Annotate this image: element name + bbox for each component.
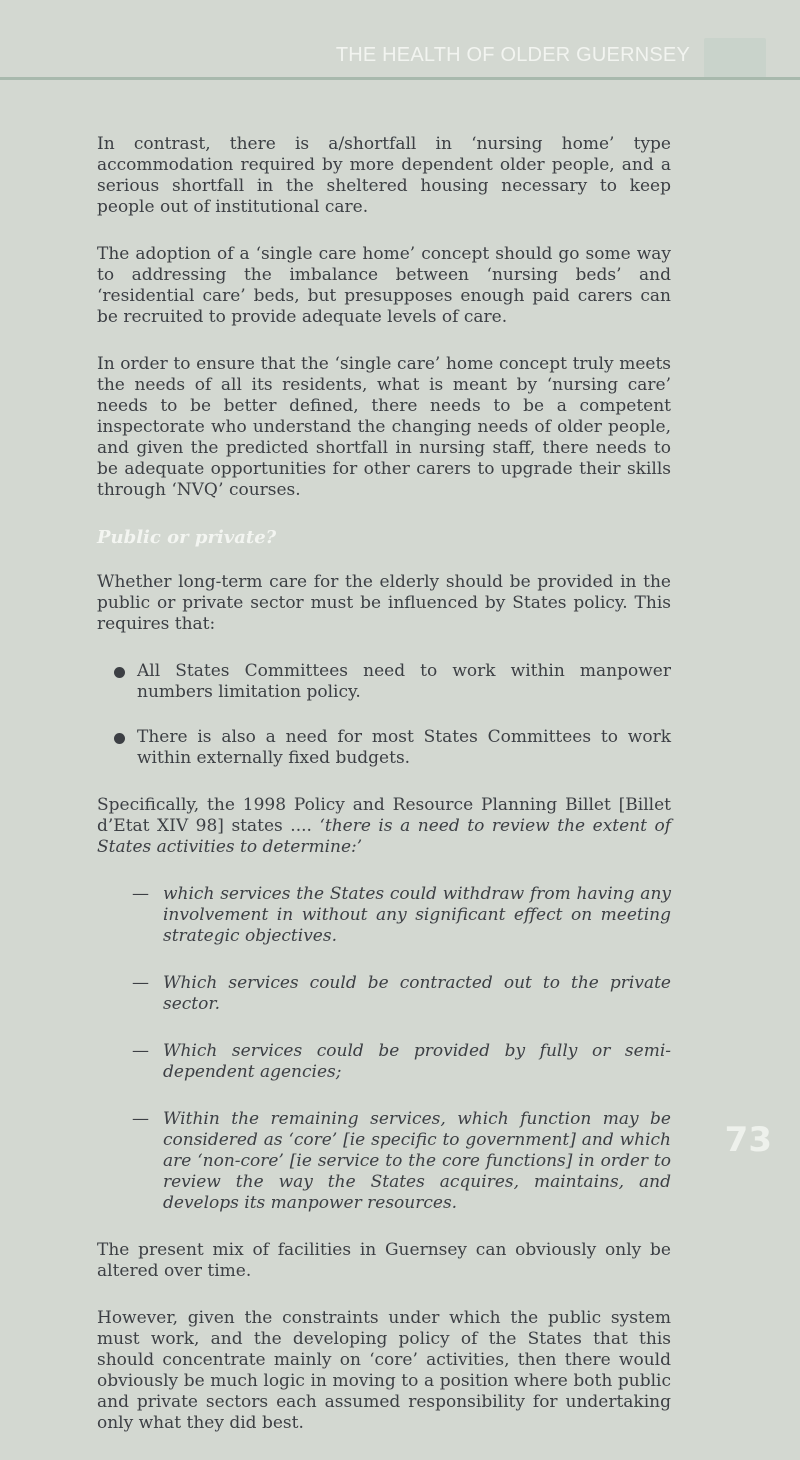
section-intro: Whether long-term care for the elderly should be provided in the public or private sector must be influenced by States policy. This requires that: [97, 572, 671, 634]
paragraph-shortfall: In contrast, there is a/shortfall in ‘nursing home’ type accommodation required by more dependent older people, and a serious shortfall in the sheltered housing necessary to keep people out of institutional care. [97, 134, 671, 217]
dash-marker: — [132, 884, 149, 904]
list-item [97, 973, 671, 1015]
bullet-dot-icon [114, 667, 125, 678]
dash-item-text: Which services could be provided by fully or semi-dependent agencies; [163, 1041, 671, 1082]
paragraph-present-mix: The present mix of facilities in Guernsey can obviously only be altered over time. [97, 1240, 671, 1281]
dash-item-text: Within the remaining services, which function may be considered as ‘core’ [ie specific to government] and which are ‘non-core’ [ie service to the core functions] in order to review the way the States acquires, maintains, and develops its manpower resources. [163, 1109, 671, 1213]
list-item [97, 661, 671, 703]
billet-quote-paragraph [97, 795, 671, 858]
list-item [97, 884, 671, 947]
running-header-title: THE HEALTH OF OLDER GUERNSEY [335, 44, 690, 66]
page-body [97, 134, 671, 1460]
bullet-text: All States Committees need to work within manpower numbers limitation policy. [137, 661, 671, 702]
list-item [97, 727, 671, 769]
dash-marker: — [132, 1109, 149, 1129]
page-number: 73 [724, 1120, 772, 1160]
paragraph-however: However, given the constraints under which the public system must work, and the developing policy of the States that this should concentrate mainly on ‘core’ activities, then there would obviously be much logic in moving to a position where both public and private sectors each assumed responsibility for undertaking only what they did best. [97, 1308, 671, 1433]
list-item [97, 1041, 671, 1083]
billet-quote-lead: ‘there is a need to review the extent of States activities to determine:’ [97, 816, 672, 857]
policy-bullet-list [97, 661, 671, 769]
header-crest-icon [704, 38, 766, 78]
dash-marker: — [132, 1041, 149, 1061]
paragraph-ensure-needs: In order to ensure that the ‘single care’ home concept truly meets the needs of all its residents, what is meant by ‘nursing care’ needs to be better defined, there needs to be a competent inspectorate who understand the changing needs of older people, and given the predicted shortfall in nursing staff, there needs to be adequate opportunities for other carers to upgrade their skills through ‘NVQ’ courses. [97, 354, 671, 500]
billet-quote-intro: Specifically, the 1998 Policy and Resource Planning Billet [Billet d’Etat XIV 98] states .... [97, 795, 671, 836]
section-heading: Public or private? [97, 527, 277, 548]
bullet-dot-icon [114, 733, 125, 744]
dash-marker: — [132, 973, 149, 993]
dash-item-text: Which services could be contracted out to the private sector. [163, 973, 671, 1014]
list-item [97, 1109, 671, 1214]
bullet-text: There is also a need for most States Committees to work within externally fixed budgets. [137, 727, 671, 768]
review-dash-list [97, 884, 671, 1214]
header-rule [0, 77, 800, 80]
dash-item-text: which services the States could withdraw from having any involvement in without any significant effect on meeting strategic objectives. [163, 884, 671, 946]
paragraph-single-care-home: The adoption of a ‘single care home’ concept should go some way to addressing the imbalance between ‘nursing beds’ and ‘residential care’ beds, but presupposes enough paid carers can be recruited to provide adequate levels of care. [97, 244, 671, 327]
